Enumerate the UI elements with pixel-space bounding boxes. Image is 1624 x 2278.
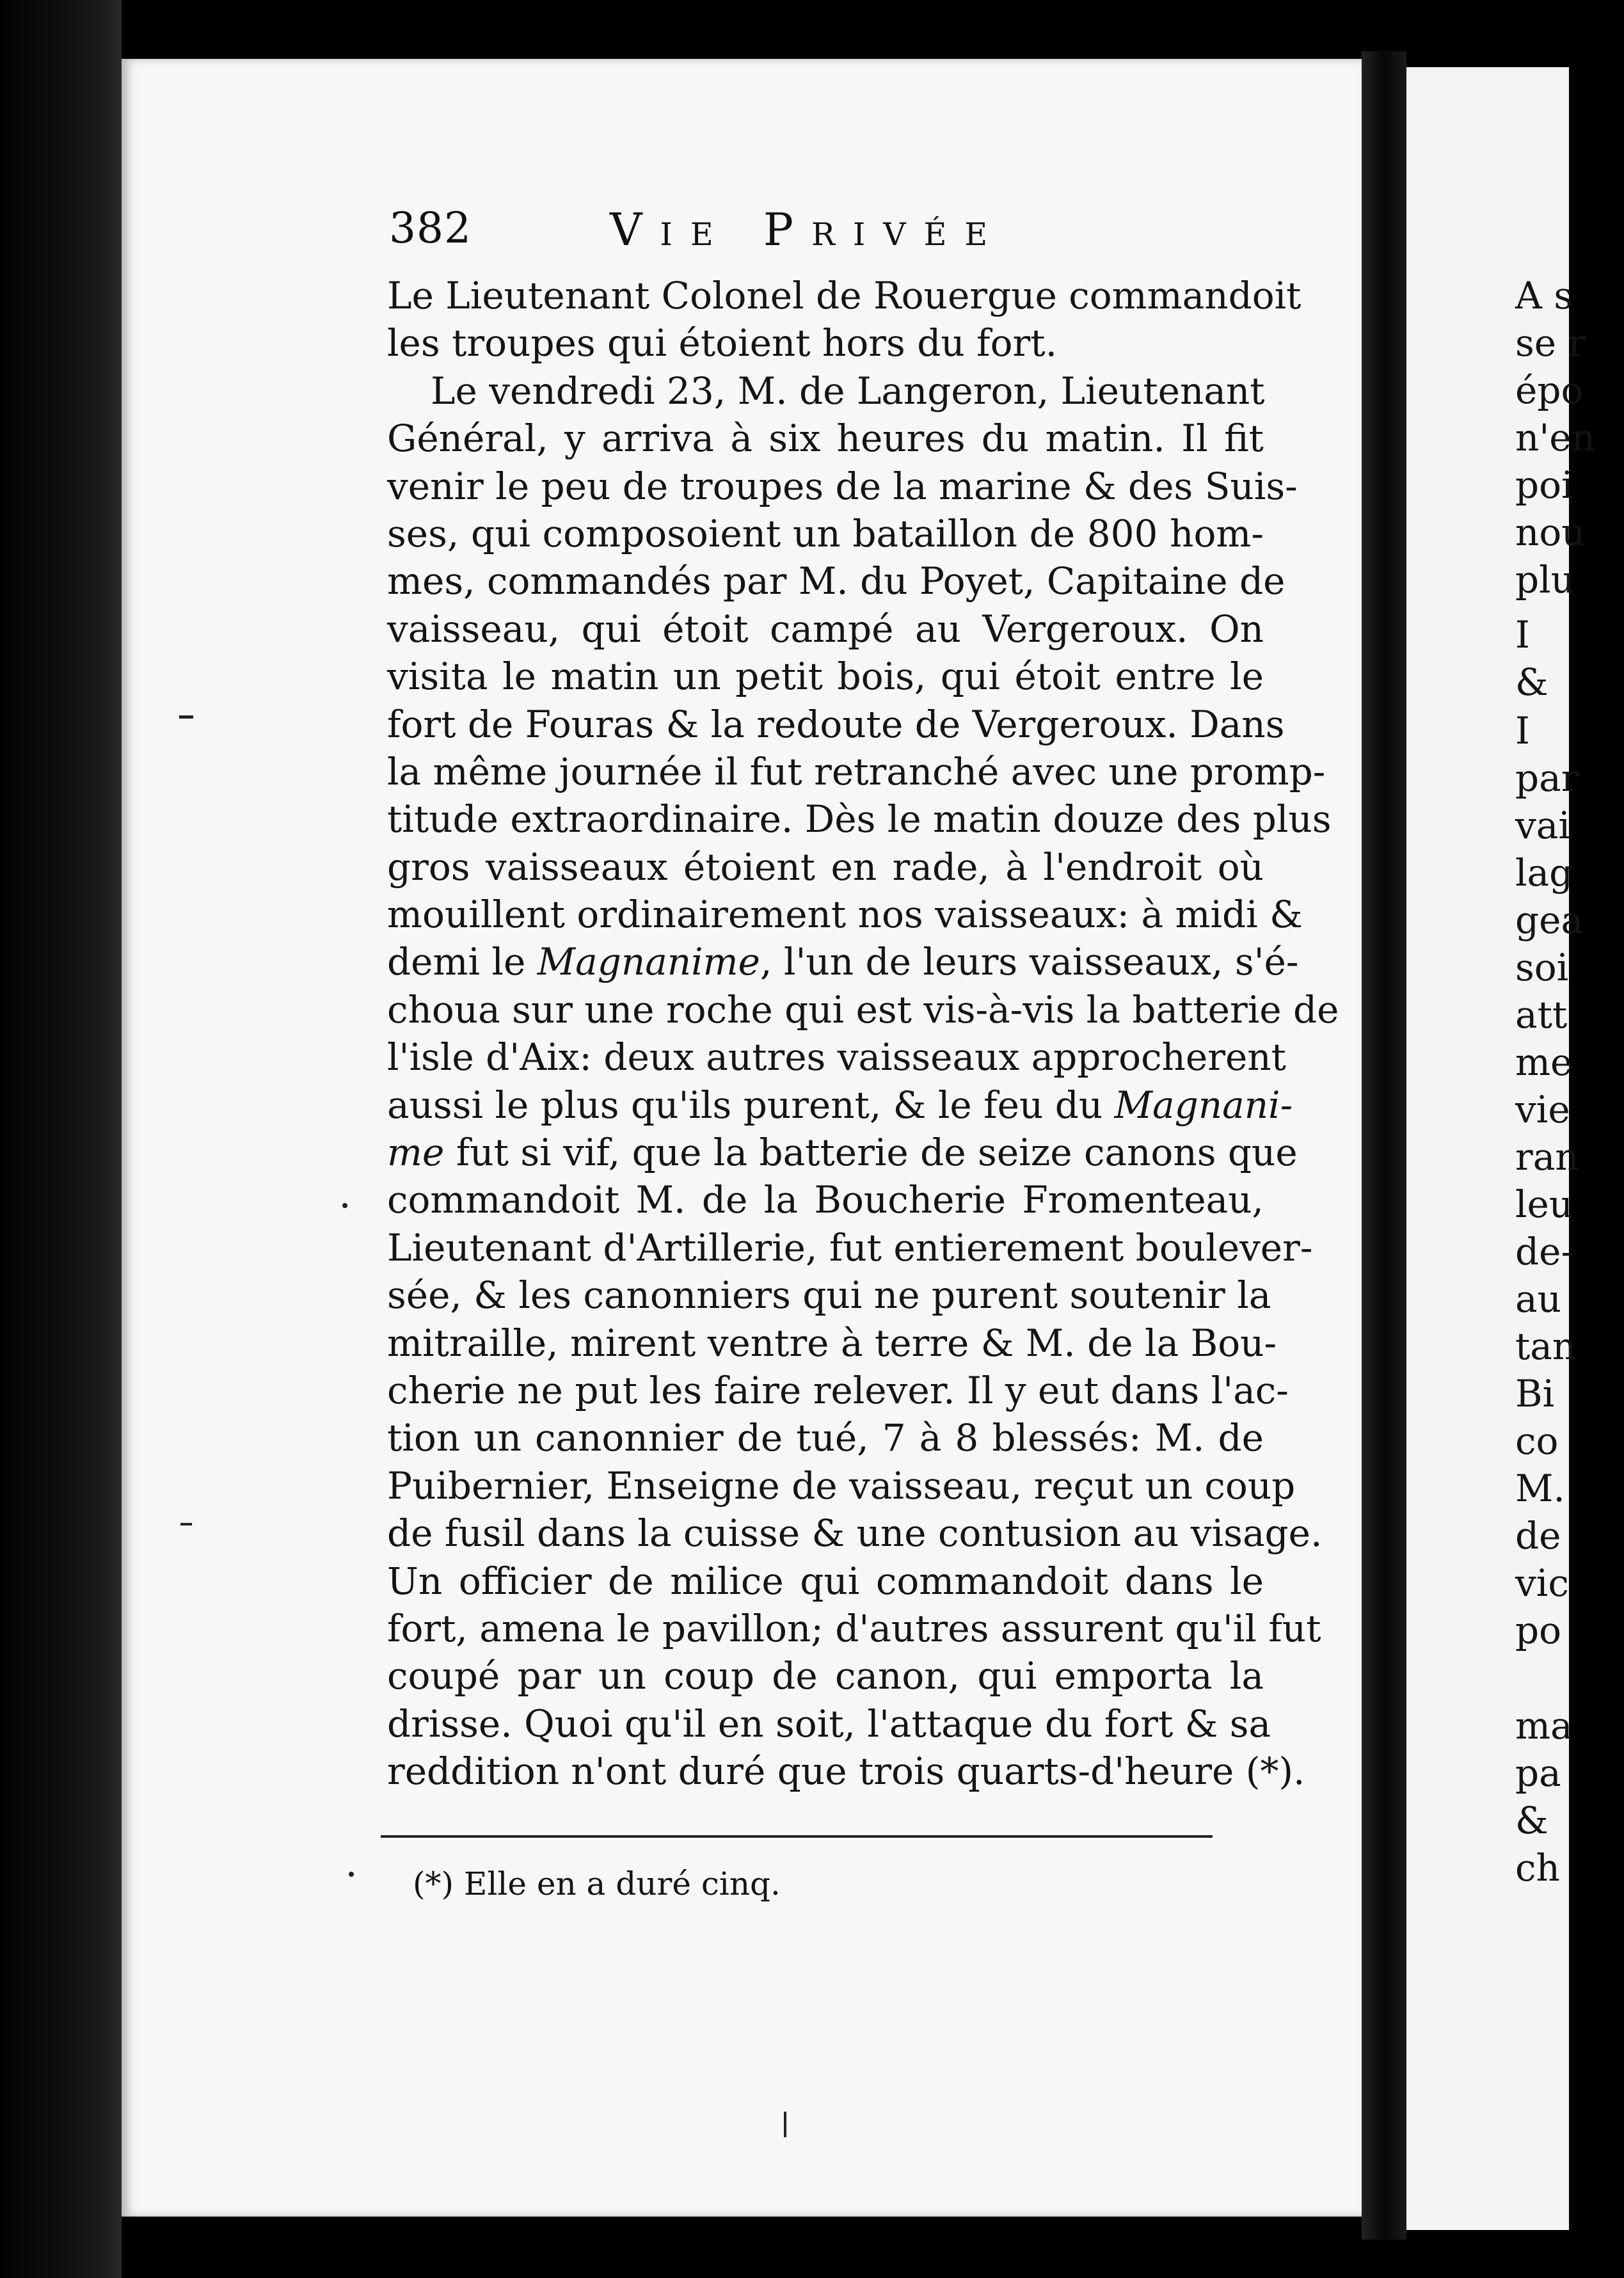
text-line: Un officier de milice qui commandoit dans le bbox=[387, 1559, 1264, 1603]
text-line: drisse. Quoi qu'il en soit, l'attaque du fort & sa bbox=[387, 1701, 1271, 1746]
facing-page-fragment: de- bbox=[1515, 1230, 1574, 1273]
text-line: coupé par un coup de canon, qui emporta la bbox=[387, 1654, 1264, 1698]
text-line: fort de Fouras & la redoute de Vergeroux. Dans bbox=[387, 702, 1285, 746]
text-line: sée, & les canonniers qui ne purent soutenir la bbox=[387, 1273, 1271, 1318]
scan-speck bbox=[342, 1203, 347, 1208]
text-line: tion un canonnier de tué, 7 à 8 blessés: M. de bbox=[387, 1416, 1264, 1460]
text-line-with-italic bbox=[387, 938, 1299, 985]
facing-page-fragment: vic bbox=[1515, 1561, 1569, 1605]
running-title: Vie Privée bbox=[610, 203, 1006, 256]
facing-page-fragment: ma bbox=[1515, 1704, 1573, 1748]
running-head bbox=[389, 203, 1061, 261]
facing-page-fragment: lag bbox=[1515, 851, 1573, 895]
facing-page-fragment: n'en bbox=[1515, 416, 1595, 459]
facing-page-fragment: épo bbox=[1515, 369, 1584, 412]
facing-page-fragment: A s bbox=[1515, 274, 1573, 317]
book-gutter bbox=[1362, 51, 1406, 2240]
text-line: venir le peu de troupes de la marine & des Suis- bbox=[387, 464, 1298, 508]
facing-page-fragment: po bbox=[1515, 1609, 1562, 1652]
footnote-rule bbox=[381, 1835, 1213, 1838]
text-line: Le Lieutenant Colonel de Rouergue commandoit bbox=[387, 274, 1302, 317]
text-segment: , l'un de leurs vaisseaux, s'é- bbox=[760, 940, 1299, 984]
page-number: 382 bbox=[389, 203, 472, 253]
text-line: Général, y arriva à six heures du matin. Il fit bbox=[387, 417, 1264, 461]
ship-name-italic-part: Magnani- bbox=[1114, 1083, 1293, 1127]
facing-page-fragment: & bbox=[1515, 660, 1548, 704]
text-line: Puibernier, Enseigne de vaisseau, reçut un coup bbox=[387, 1463, 1296, 1508]
facing-page-fragment: ch bbox=[1515, 1846, 1560, 1890]
text-line: Le vendredi 23, M. de Langeron, Lieutenant bbox=[431, 369, 1265, 413]
text-line: mouillent ordinairement nos vaisseaux: à midi & bbox=[387, 893, 1303, 937]
facing-page-fragment: plu bbox=[1515, 558, 1575, 601]
facing-page-fragment: me bbox=[1515, 1040, 1573, 1084]
text-line: l'isle d'Aix: deux autres vaisseaux approcherent bbox=[387, 1035, 1286, 1079]
scan-speck bbox=[180, 1523, 192, 1525]
facing-page-fragment: ran bbox=[1515, 1135, 1579, 1179]
text-line: commandoit M. de la Boucherie Fromenteau, bbox=[387, 1178, 1264, 1222]
text-line: fort, amena le pavillon; d'autres assurent qu'il fut bbox=[387, 1606, 1321, 1650]
scan-speck bbox=[179, 715, 193, 719]
facing-page-fragment: au bbox=[1515, 1277, 1561, 1321]
text-line: mes, commandés par M. du Poyet, Capitaine de bbox=[387, 559, 1286, 603]
text-segment: aussi le plus qu'ils purent, & le feu du bbox=[387, 1083, 1115, 1127]
facing-page-fragment: poi bbox=[1515, 463, 1573, 507]
text-line: visita le matin un petit bois, qui étoit entre le bbox=[387, 655, 1264, 699]
facing-page-fragment: & bbox=[1515, 1799, 1548, 1842]
book-binding-edge bbox=[0, 0, 122, 2278]
facing-page-fragment: co bbox=[1515, 1419, 1559, 1463]
text-line: titude extraordinaire. Dès le matin douze des plus bbox=[387, 797, 1332, 841]
facing-page-fragment: nou bbox=[1515, 511, 1586, 554]
facing-page-fragment: de bbox=[1515, 1514, 1561, 1557]
text-line: mitraille, mirent ventre à terre & M. de la Bou- bbox=[387, 1321, 1277, 1365]
facing-page-fragment: se r bbox=[1515, 321, 1586, 365]
facing-page-fragment: gea bbox=[1515, 898, 1584, 942]
facing-page-fragment: vai bbox=[1515, 804, 1570, 847]
facing-page-fragment: tan bbox=[1515, 1325, 1577, 1368]
main-text-block bbox=[387, 272, 1339, 1796]
text-line: reddition n'ont duré que trois quarts-d'heure (*). bbox=[387, 1749, 1305, 1794]
text-segment: fut si vif, que la batterie de seize canons que bbox=[444, 1131, 1298, 1175]
text-line: Lieutenant d'Artillerie, fut entierement boulever- bbox=[387, 1225, 1313, 1270]
text-line-with-italic bbox=[387, 1129, 1298, 1176]
facing-page-fragment: soi bbox=[1515, 946, 1569, 989]
facing-page-fragment: leu bbox=[1515, 1183, 1573, 1226]
ship-name-italic: Magnanime bbox=[537, 940, 761, 984]
text-line: ses, qui composoient un bataillon de 800 hom- bbox=[387, 511, 1264, 555]
text-segment: demi le bbox=[387, 940, 537, 984]
footnote: (*) Elle en a duré cinq. bbox=[413, 1865, 781, 1902]
facing-page-fragment: att bbox=[1515, 993, 1568, 1037]
scan-speck bbox=[349, 1872, 354, 1877]
text-line: de fusil dans la cuisse & une contusion au visage. bbox=[387, 1511, 1323, 1556]
text-line: la même journée il fut retranché avec une promp- bbox=[387, 749, 1326, 793]
text-line: gros vaisseaux étoient en rade, à l'endroit où bbox=[387, 845, 1264, 889]
scan-speck bbox=[784, 2112, 786, 2137]
facing-page-fragment: I bbox=[1515, 613, 1530, 657]
text-line: vaisseau, qui étoit campé au Vergeroux. On bbox=[387, 607, 1264, 651]
facing-page-fragment: par bbox=[1515, 756, 1579, 800]
text-line-with-italic bbox=[387, 1081, 1293, 1129]
text-line: choua sur une roche qui est vis-à-vis la batterie de bbox=[387, 987, 1339, 1031]
facing-page-fragment: M. bbox=[1515, 1467, 1565, 1510]
facing-page-fragment: Bi bbox=[1515, 1372, 1555, 1415]
text-line: les troupes qui étoient hors du fort. bbox=[387, 321, 1058, 365]
facing-page-fragment: pa bbox=[1515, 1751, 1561, 1795]
facing-page-fragment: I bbox=[1515, 709, 1530, 753]
facing-page-fragment: vie bbox=[1515, 1088, 1570, 1131]
text-line: cherie ne put les faire relever. Il y eut dans l'ac- bbox=[387, 1368, 1289, 1412]
ship-name-italic-part: me bbox=[387, 1131, 445, 1175]
